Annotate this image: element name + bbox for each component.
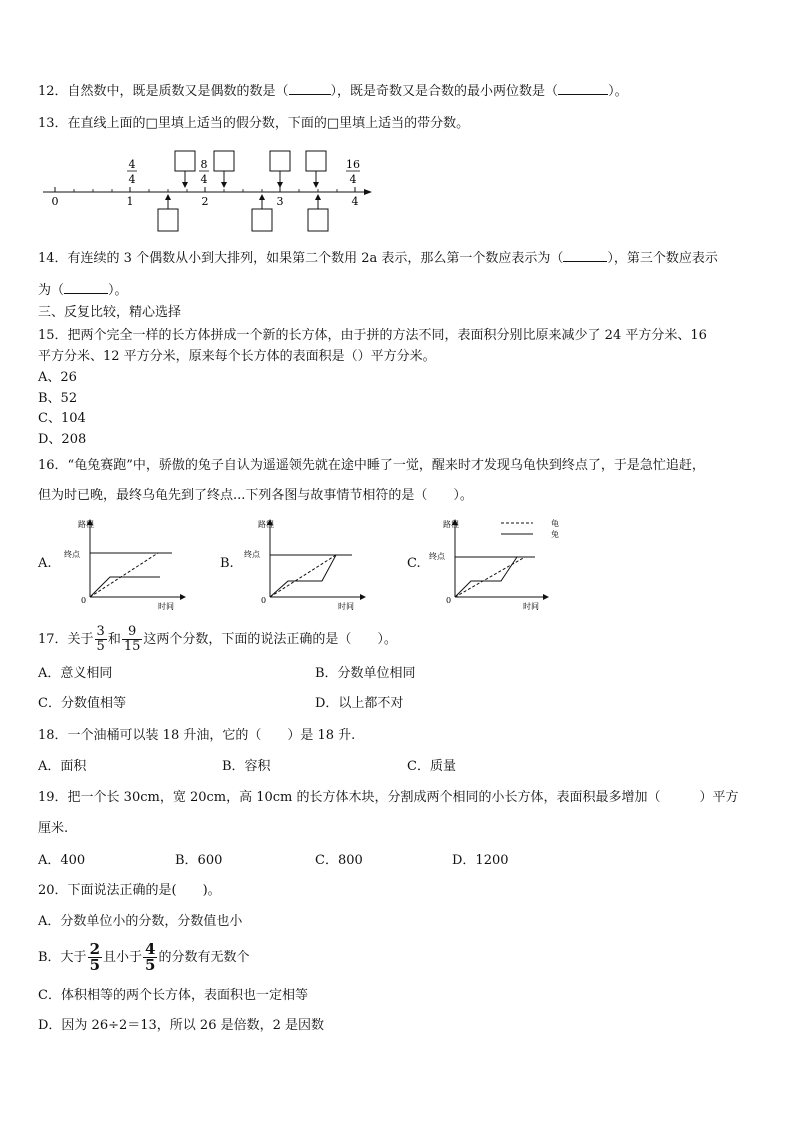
tick-label: 3 [276,195,284,208]
fraction-2-5: $\frac{2}{5}$ [89,940,100,974]
answer-box[interactable] [158,209,178,231]
option-c[interactable]: C．体积相等的两个长方体，表面积也一定相等 [38,988,308,1003]
question-19-line1: 19．把一个长 30cm，宽 20cm，高 10cm 的长方体木块，分割成两个相同的小长方体，表面积最多增加（ ）平方 [38,790,739,805]
answer-box[interactable] [270,151,290,171]
option-d[interactable]: D．以上都不对 [315,696,404,711]
question-18: 18．一个油桶可以装 18 升油，它的（ ）是 18 升. [38,728,356,743]
option-b[interactable]: B．大于 $\frac{2}{5}$ 且小于 $\frac{4}{5}$ 的分数有无数个 [38,940,250,974]
option-d[interactable]: D、208 [38,432,87,447]
fraction-3-5: $\frac{3}{5}$ [96,624,105,654]
tick-label: 0 [51,195,59,208]
option-c[interactable]: C、104 [38,411,86,426]
question-15-line1: 15．把两个完全一样的长方体拼成一个新的长方体，由于拼的方法不同，表面积分别比原来减少了 24 平方分米、16 [38,328,707,343]
option-a[interactable]: A．400 [38,853,86,868]
axis-label: 路程 [443,520,459,529]
option-d[interactable]: D．因为 26÷2＝13，所以 26 是倍数，2 是因数 [38,1018,325,1033]
option-a[interactable]: A．分数单位小的分数，分数值也小 [38,914,243,929]
rabbit-line [455,557,517,597]
question-20: 20．下面说法正确的是( )。 [38,883,221,898]
legend-rabbit: 兔 [551,530,559,539]
svg-text:4: 4 [349,173,357,186]
axis-label: 时间 [158,602,174,610]
rabbit-line [90,577,160,597]
answer-box[interactable] [252,209,272,231]
fraction-4-5: $\frac{4}{5}$ [145,940,156,974]
question-16-line2: 但为时已晚，最终乌龟先到了终点...下列各图与故事情节相符的是（ ）。 [38,488,473,503]
question-16-line1: 16．“龟兔赛跑”中，骄傲的兔子自认为遥遥领先就在途中睡了一觉，醒来时才发现乌龟快到终点了，于是急忙追赶， [38,458,705,473]
number-line-diagram [38,145,378,240]
option-b[interactable]: B、52 [38,391,78,406]
question-12: 12．自然数中，既是质数又是偶数的数是（ ），既是奇数又是合数的最小两位数是（ ）。 [38,84,628,99]
legend-turtle: 龟 [551,519,559,528]
axis-label: 时间 [523,602,539,610]
label-8-over-4 [199,158,209,186]
option-c[interactable]: C．分数值相等 [38,696,126,711]
question-15-line2: 平方分米、12 平方分米，原来每个长方体的表面积是（）平方分米。 [38,349,436,364]
svg-text:4: 4 [200,173,208,186]
answer-blank[interactable] [289,82,331,95]
origin-label: 0 [446,596,452,605]
question-17: 17．关于 $\frac{3}{5}$ 和 $\frac{9}{15}$ 这两个分数，下面的说法正确的是（ ）。 [38,624,397,654]
answer-blank[interactable] [563,249,607,262]
graph-b [240,515,370,610]
answer-box[interactable] [306,151,326,171]
question-14: 14．有连续的 3 个偶数从小到大排列，如果第二个数用 2a 表示，那么第一个数应表示为（ ），第三个数应表示 [38,251,718,266]
finish-label: 终点 [64,550,80,559]
option-c-label[interactable]: C. [407,556,421,571]
option-a-label[interactable]: A. [38,556,52,571]
finish-label: 终点 [429,552,445,561]
question-13: 13．在直线上面的□里填上适当的假分数，下面的□里填上适当的带分数。 [38,116,470,131]
major-ticks [55,187,355,192]
tick-label: 1 [126,195,134,208]
option-d[interactable]: D．1200 [452,853,509,868]
origin-label: 0 [81,596,87,605]
option-a[interactable]: A．面积 [38,759,87,774]
option-b[interactable]: B．容积 [222,759,271,774]
option-b-label[interactable]: B. [220,556,234,571]
svg-text:4: 4 [128,173,136,186]
answer-blank[interactable] [64,281,108,294]
answer-box[interactable] [308,209,328,231]
label-16-over-4 [346,158,360,186]
graph-a [60,515,190,610]
tick-label: 4 [351,195,359,208]
answer-box[interactable] [175,151,195,171]
answer-box[interactable] [214,151,234,171]
turtle-line [270,555,336,597]
axis-label: 路程 [78,520,94,529]
origin-label: 0 [261,596,267,605]
question-14-cont: 为（ ）。 [38,283,128,298]
label-4-over-4 [127,158,137,186]
svg-text:8: 8 [200,158,208,171]
axis-label: 时间 [338,602,354,610]
fraction-9-15: $\frac{9}{15}$ [123,624,141,654]
axis-label: 路程 [258,520,274,529]
svg-text:4: 4 [128,158,136,171]
turtle-line [90,553,158,597]
option-b[interactable]: B．600 [175,853,223,868]
answer-blank[interactable] [558,82,608,95]
option-c[interactable]: C．800 [315,853,363,868]
option-b[interactable]: B．分数单位相同 [315,666,416,681]
section-title: 三、反复比较，精心选择 [38,305,182,320]
option-a[interactable]: A、26 [38,370,77,385]
graph-c [425,515,565,610]
tick-label: 2 [201,195,209,208]
svg-text:16: 16 [346,158,360,171]
finish-label: 终点 [244,550,260,559]
option-c[interactable]: C．质量 [407,759,456,774]
option-a[interactable]: A．意义相同 [38,666,113,681]
turtle-line [455,557,525,597]
question-19-line2: 厘米. [38,821,69,836]
